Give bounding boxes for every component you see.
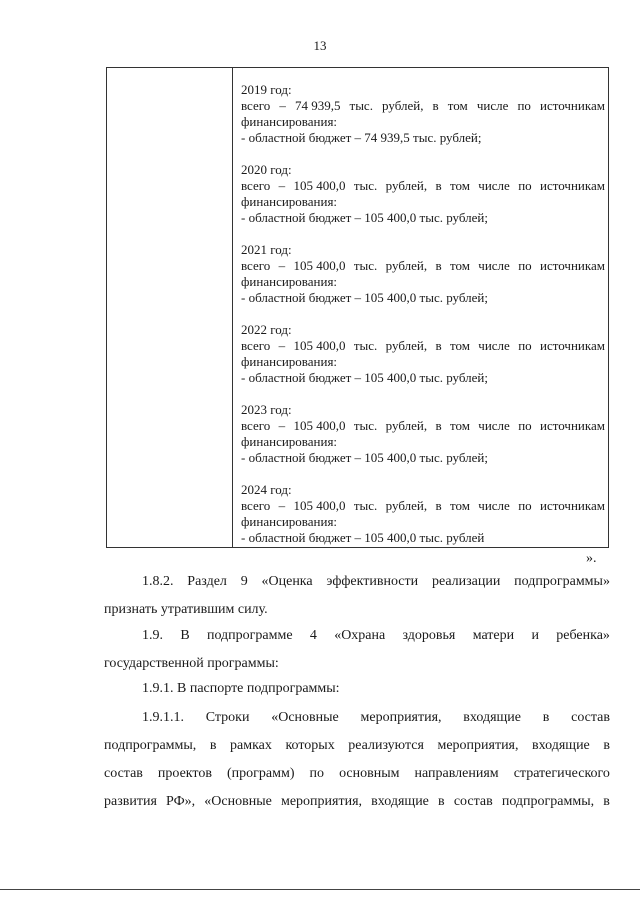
word: всего xyxy=(241,498,271,513)
word: подпрограмме xyxy=(206,628,293,643)
word: – xyxy=(278,338,286,353)
word: матери xyxy=(472,628,515,643)
word: которых xyxy=(285,738,335,753)
financing-label: финансирования: xyxy=(241,194,338,209)
regional-budget-line: - областной бюджет – 105 400,0 тыс. рублей xyxy=(241,530,485,545)
word: рублей, xyxy=(385,178,428,193)
word: в xyxy=(435,178,442,193)
word: числе xyxy=(478,258,510,273)
word: том xyxy=(449,258,470,273)
word: источникам xyxy=(540,418,605,433)
financing-label: финансирования: xyxy=(241,114,338,129)
paragraph-1-9-1 xyxy=(104,675,610,703)
word: 1.9.1.1. xyxy=(142,710,184,725)
year-block-2023 xyxy=(241,402,605,482)
word: источникам xyxy=(540,258,605,273)
word: всего xyxy=(241,178,271,193)
word: всего xyxy=(241,258,271,273)
regional-budget-line: - областной бюджет – 105 400,0 тыс. рублей; xyxy=(241,370,488,385)
regional-budget-line: - областной бюджет – 105 400,0 тыс. рублей; xyxy=(241,210,488,225)
word: источникам xyxy=(540,178,605,193)
word: в xyxy=(603,738,610,753)
paragraph-line xyxy=(104,732,610,760)
paragraph-line xyxy=(104,568,610,596)
word: тыс. xyxy=(353,338,378,353)
word: входящие xyxy=(463,710,522,725)
word: входящие xyxy=(371,794,429,809)
word: входящие xyxy=(532,738,590,753)
year-label: 2021 год: xyxy=(241,242,292,257)
paragraph-line xyxy=(104,704,610,732)
paragraph-line: 1.9.1. В паспорте подпрограммы: xyxy=(142,681,340,696)
word: 105 400,0 xyxy=(293,418,346,433)
word: подпрограммы, xyxy=(104,738,197,753)
year-block-2022 xyxy=(241,322,605,402)
word: в xyxy=(438,794,445,809)
word: тыс. xyxy=(353,178,378,193)
year-block-2021 xyxy=(241,242,605,322)
word: – xyxy=(278,498,286,513)
word: РФ», xyxy=(166,794,196,809)
word: 105 400,0 xyxy=(293,258,346,273)
word: по xyxy=(518,258,532,273)
word: «Охрана xyxy=(334,628,386,643)
year-label: 2022 год: xyxy=(241,322,292,337)
word: 1.9. xyxy=(142,628,163,643)
word: мероприятия, xyxy=(280,794,363,809)
word: в xyxy=(435,498,442,513)
word: числе xyxy=(478,418,510,433)
word: всего xyxy=(241,338,271,353)
word: направлениям xyxy=(414,766,499,781)
word: 1.8.2. xyxy=(142,574,174,589)
total-line xyxy=(241,178,605,194)
word: в xyxy=(435,418,442,433)
word: рублей, xyxy=(385,258,428,273)
bottom-rule xyxy=(0,889,640,890)
word: реализуются xyxy=(348,738,424,753)
word: по xyxy=(518,338,532,353)
year-label: 2019 год: xyxy=(241,82,292,97)
word: рублей, xyxy=(385,338,428,353)
paragraph-line: признать утратившим силу. xyxy=(104,602,268,617)
word: – xyxy=(279,98,286,113)
word: тыс. xyxy=(353,258,378,273)
year-block-2020 xyxy=(241,162,605,242)
financing-label: финансирования: xyxy=(241,434,338,449)
word: числе xyxy=(478,338,510,353)
word: в xyxy=(603,794,610,809)
total-line xyxy=(241,498,605,514)
word: том xyxy=(447,98,468,113)
year-label: 2020 год: xyxy=(241,162,292,177)
word: 105 400,0 xyxy=(293,498,346,513)
table-left-cell xyxy=(107,68,233,547)
paragraph-line xyxy=(104,788,610,816)
paragraph-line xyxy=(104,760,610,788)
word: ребенка» xyxy=(556,628,610,643)
word: В xyxy=(180,628,190,643)
word: «Основные xyxy=(271,710,339,725)
year-block-2019 xyxy=(241,82,605,162)
word: в xyxy=(432,98,439,113)
word: подпрограммы» xyxy=(514,574,610,589)
word: развития xyxy=(104,794,157,809)
total-line xyxy=(241,418,605,434)
paragraph-line: государственной программы: xyxy=(104,656,279,671)
page-number: 13 xyxy=(313,38,327,53)
word: Раздел xyxy=(187,574,227,589)
word: состав xyxy=(104,766,143,781)
word: проектов xyxy=(157,766,212,781)
word: по xyxy=(518,178,532,193)
closing-quote: ». xyxy=(586,551,597,566)
word: источникам xyxy=(539,98,605,113)
word: числе xyxy=(476,98,509,113)
word: мероприятия, xyxy=(360,710,442,725)
word: в xyxy=(542,710,550,725)
word: и xyxy=(531,628,539,643)
word: том xyxy=(449,498,470,513)
word: – xyxy=(278,418,286,433)
word: 105 400,0 xyxy=(293,178,346,193)
total-line xyxy=(241,98,605,114)
word: том xyxy=(449,338,470,353)
word: числе xyxy=(478,498,510,513)
word: Строки xyxy=(205,710,250,725)
word: всего xyxy=(241,98,271,113)
word: состав xyxy=(571,710,610,725)
word: рублей, xyxy=(385,498,428,513)
word: 105 400,0 xyxy=(293,338,346,353)
regional-budget-line: - областной бюджет – 74 939,5 тыс. рублей; xyxy=(241,130,482,145)
word: числе xyxy=(478,178,510,193)
word: 9 xyxy=(240,574,248,589)
word: том xyxy=(449,178,470,193)
financing-label: финансирования: xyxy=(241,514,338,529)
word: 74 939,5 xyxy=(294,98,341,113)
total-line xyxy=(241,258,605,274)
word: стратегического xyxy=(513,766,610,781)
paragraph-line xyxy=(104,622,610,650)
word: по xyxy=(517,98,531,113)
word: состав xyxy=(453,794,493,809)
regional-budget-line: - областной бюджет – 105 400,0 тыс. рублей; xyxy=(241,450,488,465)
year-label: 2023 год: xyxy=(241,402,292,417)
word: всего xyxy=(241,418,271,433)
year-block-2024 xyxy=(241,482,605,562)
word: – xyxy=(278,178,286,193)
word: тыс. xyxy=(353,418,378,433)
paragraph-1-9-1-1 xyxy=(104,704,610,816)
word: эффективности xyxy=(326,574,419,589)
financing-table xyxy=(106,67,609,548)
year-label: 2024 год: xyxy=(241,482,292,497)
word: (программ) xyxy=(227,766,295,781)
word: здоровья xyxy=(402,628,456,643)
word: основным xyxy=(339,766,400,781)
word: по xyxy=(309,766,325,781)
word: рублей, xyxy=(385,418,428,433)
word: в xyxy=(209,738,217,753)
word: – xyxy=(278,258,286,273)
word: рублей, xyxy=(382,98,424,113)
word: тыс. xyxy=(349,98,373,113)
paragraph-1-9 xyxy=(104,622,610,678)
word: в xyxy=(435,338,442,353)
word: «Основные xyxy=(204,794,272,809)
word: реализации xyxy=(431,574,501,589)
table-right-cell xyxy=(241,82,605,562)
word: том xyxy=(449,418,470,433)
word: тыс. xyxy=(353,498,378,513)
word: мероприятия, xyxy=(437,738,519,753)
word: в xyxy=(435,258,442,273)
word: подпрограммы, xyxy=(501,794,595,809)
financing-label: финансирования: xyxy=(241,274,338,289)
word: по xyxy=(518,498,532,513)
total-line xyxy=(241,338,605,354)
word: «Оценка xyxy=(261,574,313,589)
word: 4 xyxy=(309,628,317,643)
word: источникам xyxy=(540,338,605,353)
paragraph-1-8-2 xyxy=(104,568,610,624)
word: источникам xyxy=(540,498,605,513)
regional-budget-line: - областной бюджет – 105 400,0 тыс. рублей; xyxy=(241,290,488,305)
financing-label: финансирования: xyxy=(241,354,338,369)
word: рамках xyxy=(230,738,272,753)
word: по xyxy=(518,418,532,433)
